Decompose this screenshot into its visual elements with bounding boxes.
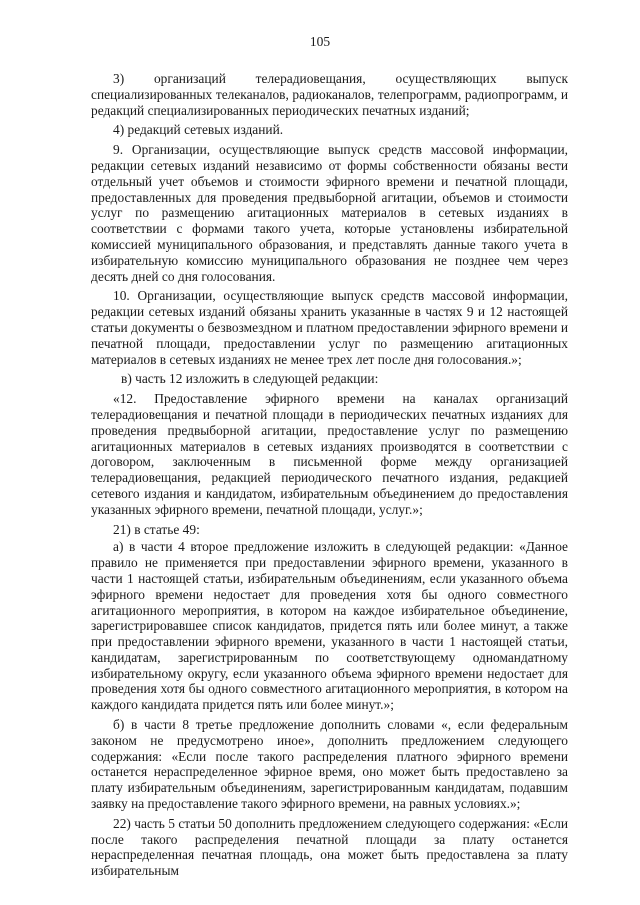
- paragraph-subitem-a: а) в части 4 второе предложение изложить в следующей редакции: «Данное правило не применяется при предоставлении эфирного времени, указанного в части 1 настоящей статьи, избирательным объединениям, если указанного объема эфирного времени недостает для проведения хотя бы одного совместного агитационного мероприятия, в котором на каждое избирательное объединение, зарегистрировавшее список кандидатов, придется пять или более минут, а также при предоставлении эфирного времени, указанного в части 1 настоящей статьи, кандидатам, зарегистрированным по соответствующему одномандатному избирательному округу, если указанного объема эфирного времени недостает для проведения хотя бы одного совместного агитационного мероприятия, в котором на каждого кандидата придется пять или более минут.»;: [91, 539, 568, 713]
- page-number: 105: [309, 34, 331, 49]
- paragraph-part-9: 9. Организации, осуществляющие выпуск средств массовой информации, редакции сетевых изданий независимо от формы собственности обязаны вести отдельный учет объемов и стоимости эфирного времени и печатной площади, предоставленных для проведения предвыборной агитации, объемов и стоимости услуг по размещению агитационных материалов в сетевых изданиях в соответствии с формами такого учета, которые установлены избирательной комиссией муниципального образования, и представлять данные такого учета в избирательную комиссию муниципального образования не позднее чем через десять дней со дня голосования.: [91, 142, 568, 284]
- document-body: [91, 71, 568, 883]
- paragraph-subitem-v: в) часть 12 изложить в следующей редакции:: [121, 371, 379, 387]
- paragraph-part-12: «12. Предоставление эфирного времени на каналах организаций телерадиовещания и печатной площади в периодических печатных изданиях для проведения предвыборной агитации, предоставление услуг по размещению агитационных материалов в сетевых изданиях производятся в соответствии с договором, заключенным в письменной форме между организацией телерадиовещания, редакцией периодического печатного издания, редакцией сетевого издания и кандидатом, избирательным объединением до предоставления указанных эфирного времени, печатной площади, услуг.»;: [91, 391, 568, 517]
- paragraph-subitem-b: б) в части 8 третье предложение дополнить словами «, если федеральным законом не предусмотрено иное», дополнить предложением следующего содержания: «Если после такого распределения платного эфирного времени останется нераспределенное эфирное время, оно может быть предоставлено за плату избирательным объединениям, зарегистрированным кандидатам, подавшим заявку на предоставление такого эфирного времени, на равных условиях.»;: [91, 717, 568, 812]
- paragraph-item-4: 4) редакций сетевых изданий.: [113, 122, 284, 138]
- paragraph-item-3: 3) организаций телерадиовещания, осуществляющих выпуск специализированных телеканалов, радиоканалов, телепрограмм, радиопрограмм, и редакций специализированных периодических печатных изданий;: [91, 71, 568, 118]
- paragraph-item-21: 21) в статье 49:: [113, 521, 200, 537]
- paragraph-item-22: 22) часть 5 статьи 50 дополнить предложением следующего содержания: «Если после такого распределения печатной площади за плату останется нераспределенная печатная площадь, она может быть предоставлена за плату избирательным: [91, 815, 568, 879]
- paragraph-part-10: 10. Организации, осуществляющие выпуск средств массовой информации, редакции сетевых изданий обязаны хранить указанные в частях 9 и 12 настоящей статьи документы о безвозмездном и платном предоставлении эфирного времени и печатной площади, предоставлении услуг по размещению агитационных материалов в сетевых изданиях не менее трех лет после дня голосования.»;: [91, 288, 568, 367]
